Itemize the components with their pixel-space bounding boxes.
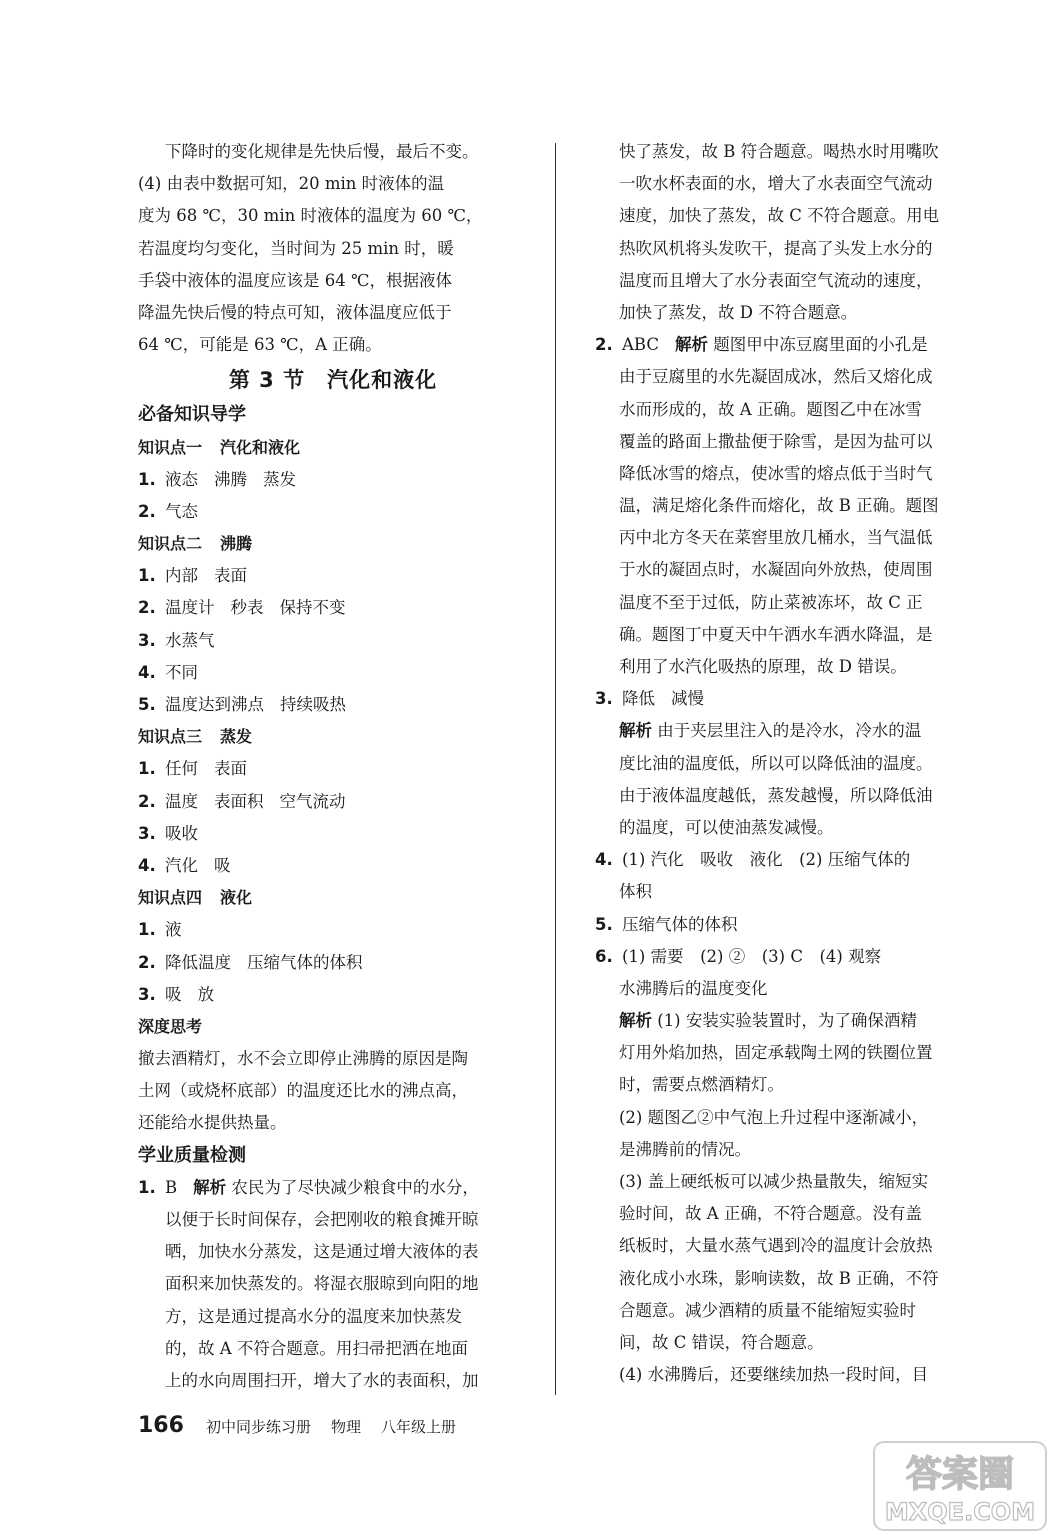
answer-blank: 空气流动 xyxy=(279,791,346,811)
analysis-line: 利用了水汽化吸热的原理，故 D 错误。 xyxy=(619,657,907,676)
answer-item xyxy=(138,947,528,979)
answer-blank: 降低温度 xyxy=(165,952,231,972)
deep-thinking-line: 还能给水提供热量。 xyxy=(138,1113,287,1133)
answer-item xyxy=(138,979,528,1011)
question-3-answer xyxy=(595,683,980,715)
item-number: 4. xyxy=(138,855,156,875)
analysis-line: 由于液体温度越低，蒸发越慢，所以降低油 xyxy=(619,785,933,805)
item-number: 1. xyxy=(138,566,156,586)
analysis-line: 水而形成的，故 A 正确。题图乙中在冰雪 xyxy=(619,399,922,419)
answer-item xyxy=(138,625,528,657)
answer-blank: 气态 xyxy=(165,501,198,521)
analysis-line: (4) 水沸腾后，还要继续加热一段时间，目 xyxy=(619,1365,929,1385)
analysis-line: (3) 盖上硬纸板可以减少热量散失，缩短实 xyxy=(619,1172,929,1191)
answer-choice: ABC xyxy=(622,335,659,355)
answer-blank: 秒表 xyxy=(230,598,264,618)
analysis-line: 方，这是通过提高水分的温度来加快蒸发 xyxy=(165,1306,462,1326)
analysis-text: 题图甲中冻豆腐里面的小孔是 xyxy=(713,335,928,355)
page-footer xyxy=(138,1413,476,1438)
question-number: 6. xyxy=(595,946,613,966)
analysis-line: 于水的凝固点时，水凝固向外放热，使周围 xyxy=(619,560,933,580)
knowledge-point-heading xyxy=(138,432,528,464)
knowledge-point-heading xyxy=(138,882,528,914)
answer-blank: 沸腾 xyxy=(214,469,247,489)
question-number: 2. xyxy=(595,335,613,355)
knowledge-point-title: 沸腾 xyxy=(220,534,253,554)
analysis-line: 液化成小水珠，影响读数，故 B 正确，不符 xyxy=(619,1268,939,1288)
analysis-line: 合题意。减少酒精的质量不能缩短实验时 xyxy=(619,1300,916,1320)
deep-thinking-heading: 深度思考 xyxy=(138,1016,203,1036)
answer-blank: 温度计 xyxy=(165,598,215,618)
item-number: 1. xyxy=(138,469,156,489)
analysis-text: 农民为了尽快减少粮食中的水分， xyxy=(231,1177,479,1197)
watermark-text-bottom: MXQE.COM xyxy=(884,1498,1036,1526)
section-heading-quality-check: 学业质量检测 xyxy=(138,1144,246,1166)
analysis-tag: 解析 xyxy=(193,1177,227,1197)
page-number: 166 xyxy=(138,1413,184,1438)
answer-item xyxy=(138,464,528,496)
answer-text-line: 若温度均匀变化，当时间为 25 min 时，暖 xyxy=(138,238,454,258)
item-number: 1. xyxy=(138,759,156,779)
answer-blank: 减慢 xyxy=(671,689,704,709)
analysis-line: 的，故 A 不符合题意。用扫帚把洒在地面 xyxy=(165,1338,468,1358)
analysis-tag: 解析 xyxy=(619,1011,652,1031)
right-column xyxy=(595,136,980,1391)
analysis-line: 覆盖的路面上撒盐便于除雪，是因为盐可以 xyxy=(619,431,933,451)
column-divider xyxy=(555,143,556,1395)
subject-label: 物理 xyxy=(330,1418,361,1436)
answer-item xyxy=(138,689,528,721)
analysis-line: 温度不至于过低，防止菜被冻坏，故 C 正 xyxy=(619,592,923,612)
answer-blank: 持续吸热 xyxy=(280,695,346,714)
analysis-line: 速度，加快了蒸发，故 C 不符合题意。用电 xyxy=(619,206,940,226)
analysis-line: 温，满足熔化条件而熔化，故 B 正确。题图 xyxy=(619,496,939,516)
answer-blank: 放 xyxy=(197,984,214,1004)
knowledge-point-title: 液化 xyxy=(220,888,253,908)
section-title: 第 3 节 汽化和液化 xyxy=(228,368,438,393)
answer-line: 体积 xyxy=(619,882,652,902)
analysis-line: 温度而且增大了水分表面空气流动的速度， xyxy=(619,270,933,290)
answer-blank: 表面积 xyxy=(214,791,264,811)
knowledge-point-title: 汽化和液化 xyxy=(220,437,301,457)
analysis-line: 快了蒸发，故 B 符合题意。喝热水时用嘴吹 xyxy=(619,142,939,161)
analysis-line: 降低冰雪的熔点，使冰雪的熔点低于当时气 xyxy=(619,463,933,483)
deep-thinking-line: 土网（或烧杯底部）的温度还比水的沸点高， xyxy=(138,1081,468,1101)
answer-item xyxy=(138,560,528,592)
question-6-answer xyxy=(595,941,980,973)
analysis-line xyxy=(595,1005,980,1037)
analysis-line: 的温度，可以使油蒸发减慢。 xyxy=(619,817,834,837)
answer-blank: 表面 xyxy=(214,566,247,586)
question-5-answer xyxy=(595,909,980,941)
knowledge-point-heading xyxy=(138,721,528,753)
analysis-tag: 解析 xyxy=(674,335,708,355)
answer-item xyxy=(138,592,528,624)
answer-blank: 不同 xyxy=(165,662,198,682)
item-number: 3. xyxy=(138,984,156,1004)
answer-blank: 任何 xyxy=(165,759,198,779)
analysis-line: 由于豆腐里的水先凝固成冰，然后又熔化成 xyxy=(619,367,933,387)
answer-item xyxy=(138,753,528,785)
knowledge-point-title: 蒸发 xyxy=(220,727,253,747)
analysis-line: 是沸腾前的情况。 xyxy=(619,1139,751,1159)
answer-blank: 保持不变 xyxy=(279,598,346,618)
answer-blank: 吸收 xyxy=(165,823,198,843)
answer-line: 水沸腾后的温度变化 xyxy=(619,978,768,998)
answer-text: (1) 需要 (2) ② (3) C (4) 观察 xyxy=(622,946,882,966)
left-column xyxy=(138,136,528,1397)
analysis-line: 时，需要点燃酒精灯。 xyxy=(619,1075,784,1095)
answer-text-line: 64 ℃，可能是 63 ℃，A 正确。 xyxy=(138,335,382,355)
knowledge-point-label: 知识点二 xyxy=(138,534,203,554)
answer-text: 压缩气体的体积 xyxy=(622,914,738,934)
answer-text-line: 降温先快后慢的特点可知，液体温度应低于 xyxy=(138,302,452,322)
deep-thinking-line: 撤去酒精灯，水不会立即停止沸腾的原因是陶 xyxy=(138,1049,468,1069)
answer-blank: 温度达到沸点 xyxy=(165,695,264,714)
analysis-line: 验时间，故 A 正确，不符合题意。没有盖 xyxy=(619,1204,922,1224)
answer-blank: 汽化 xyxy=(165,855,198,875)
analysis-line: 热吹风机将头发吹干，提高了头发上水分的 xyxy=(619,238,933,258)
grade-label: 八年级上册 xyxy=(380,1418,456,1436)
answer-blank: 温度 xyxy=(165,791,198,811)
item-number: 1. xyxy=(138,920,156,940)
section-heading-must-learn: 必备知识导学 xyxy=(138,404,246,426)
item-number: 2. xyxy=(138,598,156,618)
question-1-answer xyxy=(138,1172,528,1204)
question-4-answer xyxy=(595,844,980,876)
answer-text: (1) 汽化 吸收 液化 (2) 压缩气体的 xyxy=(622,850,911,870)
knowledge-point-label: 知识点四 xyxy=(138,888,203,908)
answer-item xyxy=(138,496,528,528)
answer-blank: 压缩气体的体积 xyxy=(247,952,363,972)
watermark-logo xyxy=(872,1440,1048,1532)
item-number: 5. xyxy=(138,695,156,714)
answer-item xyxy=(138,914,528,946)
analysis-line: (2) 题图乙②中气泡上升过程中逐渐减小， xyxy=(619,1107,929,1127)
analysis-line: 以便于长时间保存，会把刚收的粮食摊开晾 xyxy=(165,1210,479,1229)
analysis-line: 间，故 C 错误，符合题意。 xyxy=(619,1332,824,1352)
knowledge-point-label: 知识点一 xyxy=(138,437,203,457)
answer-blank: 吸 xyxy=(214,855,231,875)
analysis-line: 度比油的温度低，所以可以降低油的温度。 xyxy=(619,753,933,773)
answer-choice: B xyxy=(165,1177,178,1197)
watermark-text-top: 答案圈 xyxy=(905,1454,1015,1495)
item-number: 4. xyxy=(138,662,156,682)
book-title: 初中同步练习册 xyxy=(205,1418,311,1436)
question-number: 3. xyxy=(595,689,613,709)
knowledge-point-label: 知识点三 xyxy=(138,727,203,747)
answer-blank: 液态 xyxy=(165,469,198,489)
answer-text-line: 手袋中液体的温度应该是 64 ℃，根据液体 xyxy=(138,270,452,290)
item-number: 3. xyxy=(138,823,156,843)
answer-blank: 内部 xyxy=(165,566,198,586)
knowledge-point-heading xyxy=(138,528,528,560)
analysis-line: 加快了蒸发，故 D 不符合题意。 xyxy=(619,302,858,322)
answer-blank: 蒸发 xyxy=(263,469,296,489)
answer-blank: 降低 xyxy=(622,689,655,709)
analysis-text: 由于夹层里注入的是冷水，冷水的温 xyxy=(657,721,922,741)
answer-blank: 水蒸气 xyxy=(165,630,215,650)
item-number: 3. xyxy=(138,630,156,650)
question-2-answer xyxy=(595,329,980,361)
answer-item xyxy=(138,818,528,850)
question-number: 5. xyxy=(595,914,613,934)
analysis-line: 面积来加快蒸发的。将湿衣服晾到向阳的地 xyxy=(165,1274,479,1294)
answer-item xyxy=(138,786,528,818)
answer-item xyxy=(138,850,528,882)
analysis-tag: 解析 xyxy=(619,721,652,741)
answer-blank: 吸 xyxy=(165,984,182,1004)
analysis-line: 灯用外焰加热，固定承载陶土网的铁圈位置 xyxy=(619,1043,933,1063)
analysis-text: (1) 安装实验装置时，为了确保酒精 xyxy=(657,1011,917,1031)
analysis-line: 丙中北方冬天在菜窖里放几桶水，当气温低 xyxy=(619,528,933,548)
question-number: 1. xyxy=(138,1177,156,1197)
analysis-line: 确。题图丁中夏天中午洒水车洒水降温，是 xyxy=(619,624,933,644)
answer-text-line: (4) 由表中数据可知，20 min 时液体的温 xyxy=(138,174,445,194)
answer-item xyxy=(138,657,528,689)
analysis-line: 纸板时，大量水蒸气遇到冷的温度计会放热 xyxy=(619,1236,933,1256)
item-number: 2. xyxy=(138,952,156,972)
answer-blank: 表面 xyxy=(214,759,247,779)
analysis-line: 一吹水杯表面的水，增大了水表面空气流动 xyxy=(619,174,933,194)
answer-text-line: 下降时的变化规律是先快后慢，最后不变。 xyxy=(165,142,479,161)
analysis-line: 晒，加快水分蒸发，这是通过增大液体的表 xyxy=(165,1242,479,1262)
analysis-line: 上的水向周围扫开，增大了水的表面积，加 xyxy=(165,1370,479,1390)
analysis-line xyxy=(595,715,980,747)
item-number: 2. xyxy=(138,791,156,811)
answer-blank: 液 xyxy=(165,920,182,940)
item-number: 2. xyxy=(138,501,156,521)
question-number: 4. xyxy=(595,850,613,870)
answer-text-line: 度为 68 ℃，30 min 时液体的温度为 60 ℃， xyxy=(138,206,483,226)
